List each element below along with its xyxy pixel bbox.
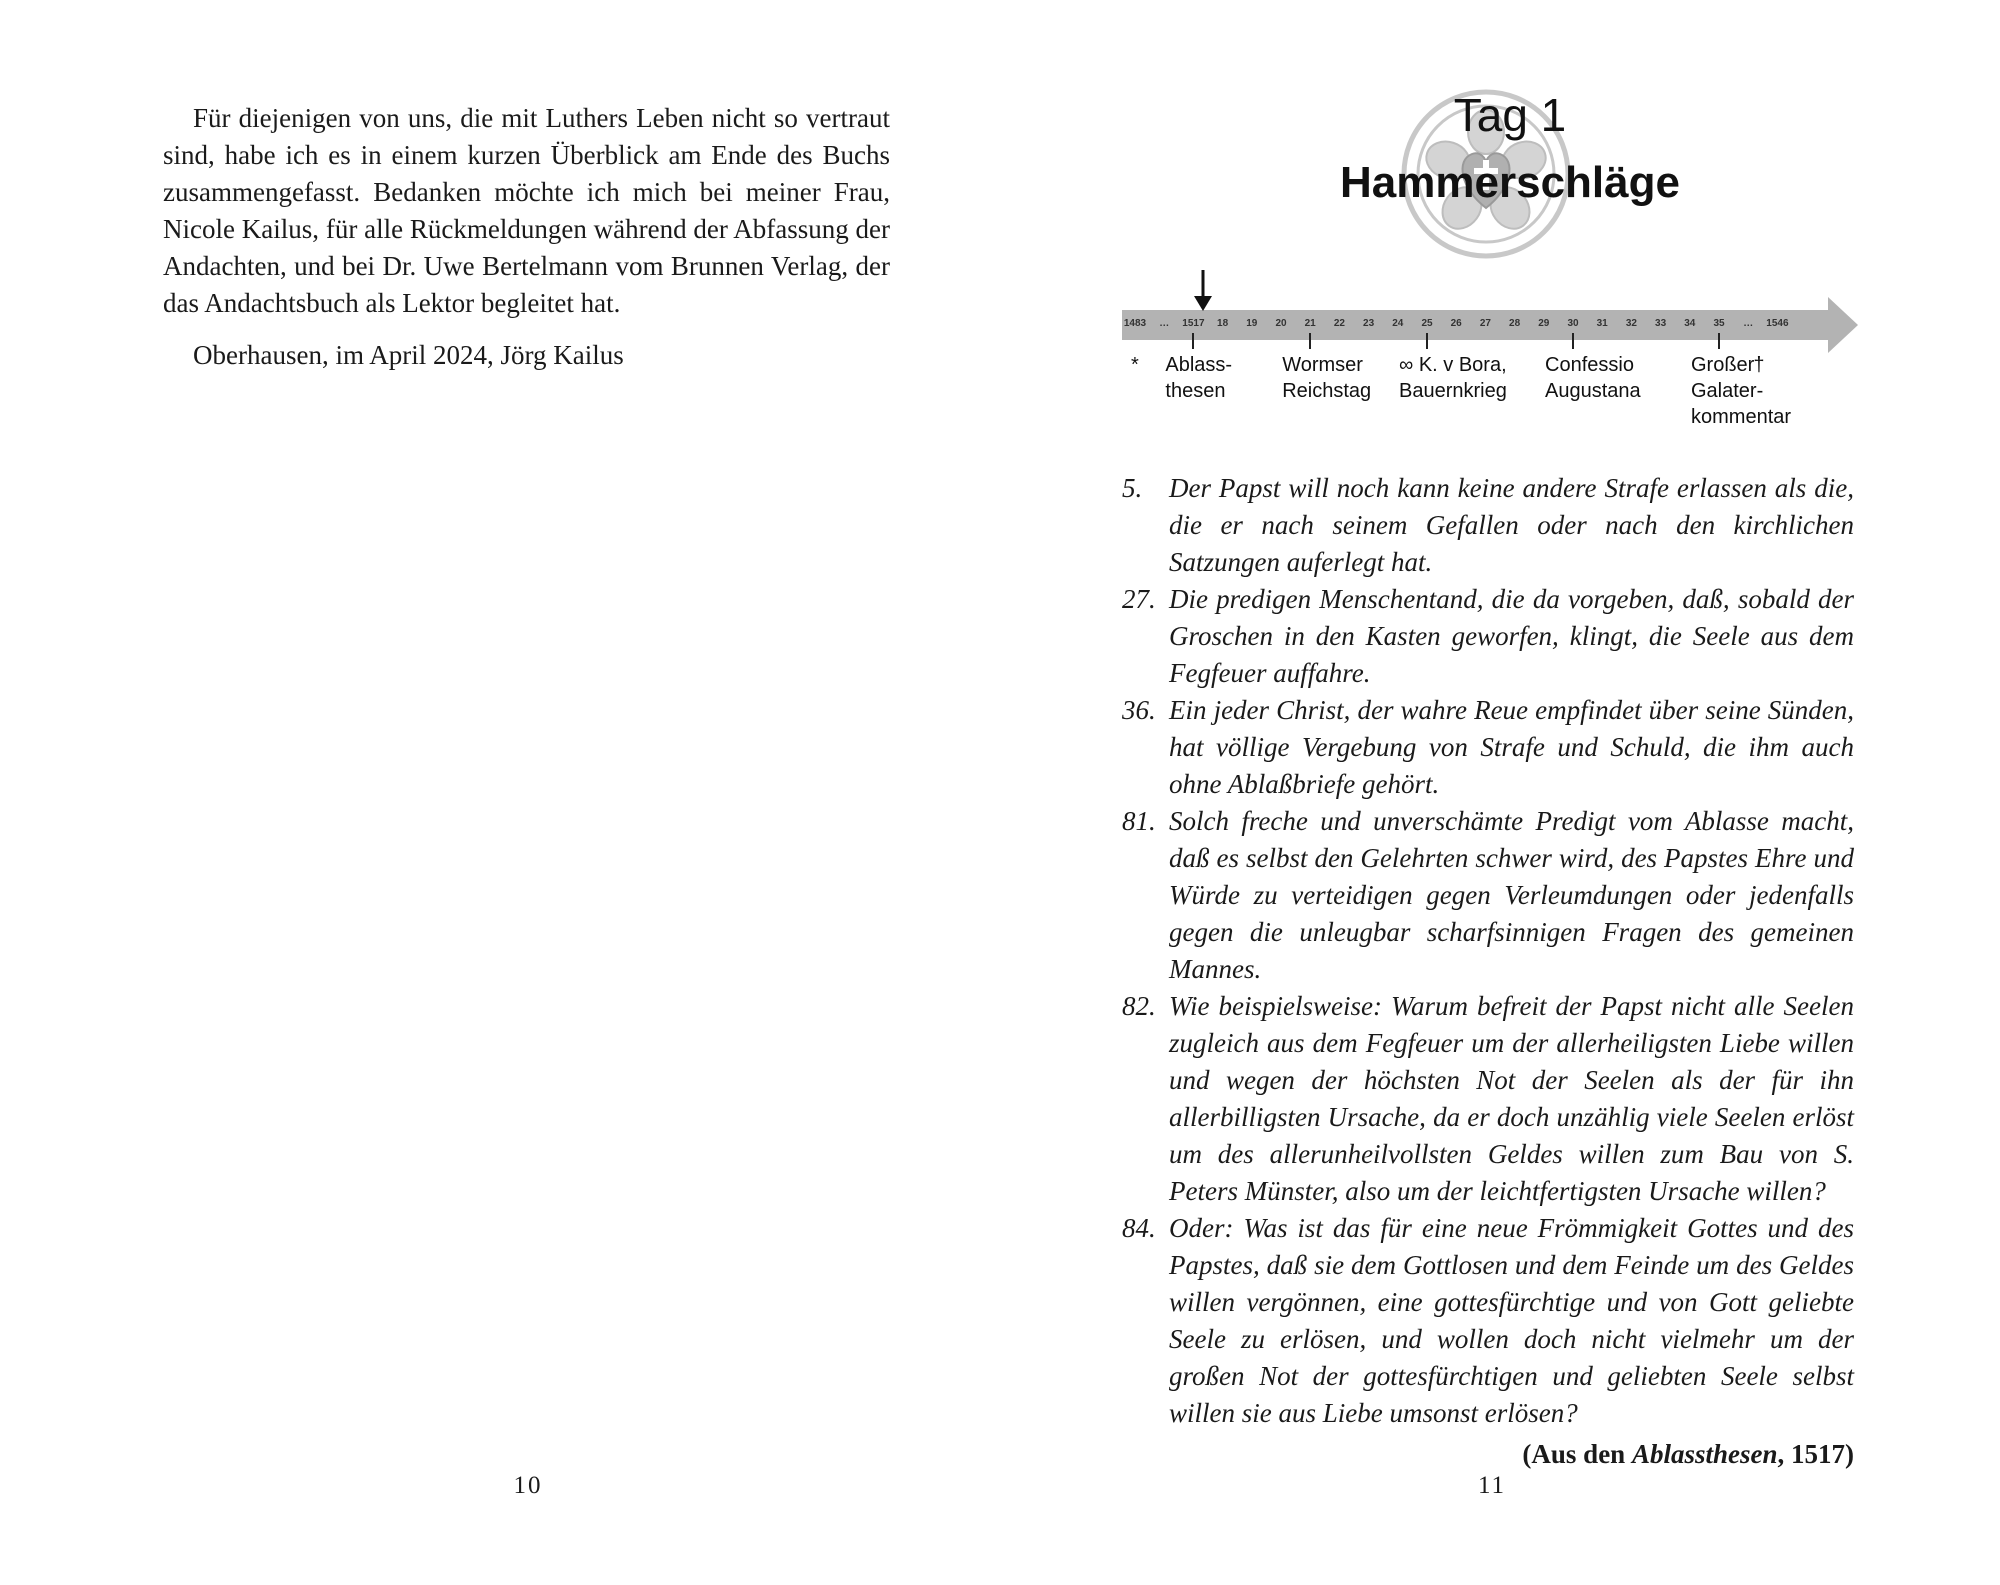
thesis-number: 36. (1122, 695, 1156, 725)
timeline-event-label: ∞ K. v Bora, Bauernkrieg (1399, 354, 1507, 402)
day-label: Tag 1 (1453, 89, 1567, 141)
timeline-event-label: Großer Galater- kommentar (1691, 354, 1792, 428)
thesis-item (1122, 988, 1854, 1210)
timeline-year: 23 (1363, 318, 1375, 329)
timeline-year: 27 (1479, 318, 1491, 329)
timeline-event-tick (1572, 333, 1574, 349)
timeline-year: 34 (1684, 318, 1696, 329)
source-prefix: (Aus den (1522, 1439, 1632, 1469)
thesis-number: 82. (1122, 991, 1156, 1021)
timeline-year: 24 (1392, 318, 1404, 329)
right-page (1000, 0, 2000, 1585)
timeline-year: 35 (1713, 318, 1725, 329)
source-work-title: Ablassthesen (1631, 1439, 1778, 1469)
timeline-year: … (1159, 318, 1170, 329)
intro-paragraph: Für diejenigen von uns, die mit Luthers Leben nicht so vertraut sind, habe ich es in einem kurzen Überblick am Ende des Buchs zusammengefasst. Bedanken möchte ich mich bei meiner Frau, Nicole Kailus, für alle Rückmeldungen während der Abfassung der Andachten, und bei Dr. Uwe Bertelmann vom Brunnen Verlag, der das Andachtsbuch als Lektor begleitet hat. (163, 103, 890, 318)
timeline-year: 21 (1304, 318, 1316, 329)
timeline-event-tick (1309, 333, 1311, 349)
timeline-event-tick (1718, 333, 1720, 349)
thesis-number: 81. (1122, 806, 1156, 836)
timeline-arrowhead (1828, 297, 1858, 353)
thesis-text: Oder: Was ist das für eine neue Frömmigkeit Gottes und des Papstes, daß sie dem Gottlosen und dem Feinde um des Geldes willen vergönnen, eine gottesfürchtige und von Gott geliebte Seele zu erlösen, und wollen doch nicht vielmehr um der großen Not der gottesfürchtigen und geliebten Seele selbst willen sie aus Liebe umsonst erlösen? (1169, 1213, 1854, 1428)
thesis-number: 27. (1122, 584, 1156, 614)
timeline-event-label: Wormser Reichstag (1282, 354, 1372, 402)
timeline-year: 31 (1596, 318, 1608, 329)
thesis-text: Ein jeder Christ, der wahre Reue empfindet über seine Sünden, hat völlige Vergebung von Strafe und Schuld, die ihm auch ohne Ablaßbriefe gehört. (1169, 695, 1854, 799)
timeline-year: 30 (1567, 318, 1579, 329)
timeline-year: 1483 (1123, 318, 1147, 329)
source-citation (1122, 1436, 1854, 1473)
place-date-signature: Oberhausen, im April 2024, Jörg Kailus (193, 340, 624, 370)
theses-list (1122, 470, 1854, 1473)
timeline-year: 26 (1450, 318, 1462, 329)
timeline-year: 19 (1246, 318, 1258, 329)
timeline-year: 32 (1625, 318, 1637, 329)
thesis-text: Die predigen Menschentand, die da vorgeben, daß, sobald der Groschen in den Kasten geworfen, klingt, die Seele aus dem Fegfeuer auffahre. (1169, 584, 1854, 688)
timeline-year: 18 (1217, 318, 1229, 329)
timeline-year: 22 (1333, 318, 1345, 329)
timeline-event-tick (1192, 333, 1194, 349)
thesis-number: 84. (1122, 1213, 1156, 1243)
timeline-year: 28 (1509, 318, 1521, 329)
timeline-year: 33 (1655, 318, 1667, 329)
timeline-event-tick (1426, 333, 1428, 349)
luther-timeline (1122, 270, 1852, 440)
timeline-event-label: Confessio Augustana (1545, 354, 1641, 402)
day-title: Hammerschläge (1340, 158, 1680, 207)
timeline-year: 1517 (1182, 318, 1205, 329)
thesis-text: Solch freche und unverschämte Predigt vom Ablasse macht, daß es selbst den Gelehrten schwer wird, des Papstes Ehre und Würde zu verteidigen gegen Verleumdungen oder jedenfalls gegen die unleugbar scharfsinnigen Fragen des gemeinen Mannes. (1169, 806, 1854, 984)
thesis-item (1122, 803, 1854, 988)
timeline-year: … (1743, 318, 1754, 329)
page-number-left: 10 (513, 1472, 543, 1499)
page-number-right: 11 (1477, 1472, 1507, 1499)
thesis-item (1122, 581, 1854, 692)
thesis-item (1122, 1210, 1854, 1432)
thesis-text: Wie beispielsweise: Warum befreit der Papst nicht alle Seelen zugleich aus dem Fegfeuer um der allerheiligsten Liebe willen und wegen der höchsten Not der Seelen als der für ihn allerbilligsten Ursache, da er doch unzählig viele Seelen erlöst um des allerunheilvollsten Geldes willen zum Bau von S. Peters Münster, also um der leichtfertigsten Ursache willen? (1169, 991, 1854, 1206)
source-suffix: , 1517) (1777, 1439, 1854, 1469)
timeline-event-label: * (1131, 354, 1139, 376)
left-page-body (163, 100, 890, 374)
timeline-event-label: Ablass- thesen (1165, 354, 1233, 402)
timeline-event-label: † (1753, 354, 1765, 376)
timeline-year: 25 (1421, 318, 1433, 329)
timeline-year: 29 (1538, 318, 1550, 329)
thesis-text: Der Papst will noch kann keine andere Strafe erlassen als die, die er nach seinem Gefallen oder nach den kirchlichen Satzungen auferlegt hat. (1169, 473, 1854, 577)
timeline-year: 20 (1275, 318, 1287, 329)
timeline-pointer-arrow-icon (1193, 270, 1213, 312)
thesis-item (1122, 470, 1854, 581)
timeline-year: 1546 (1766, 318, 1789, 329)
thesis-number: 5. (1122, 473, 1143, 503)
thesis-item (1122, 692, 1854, 803)
